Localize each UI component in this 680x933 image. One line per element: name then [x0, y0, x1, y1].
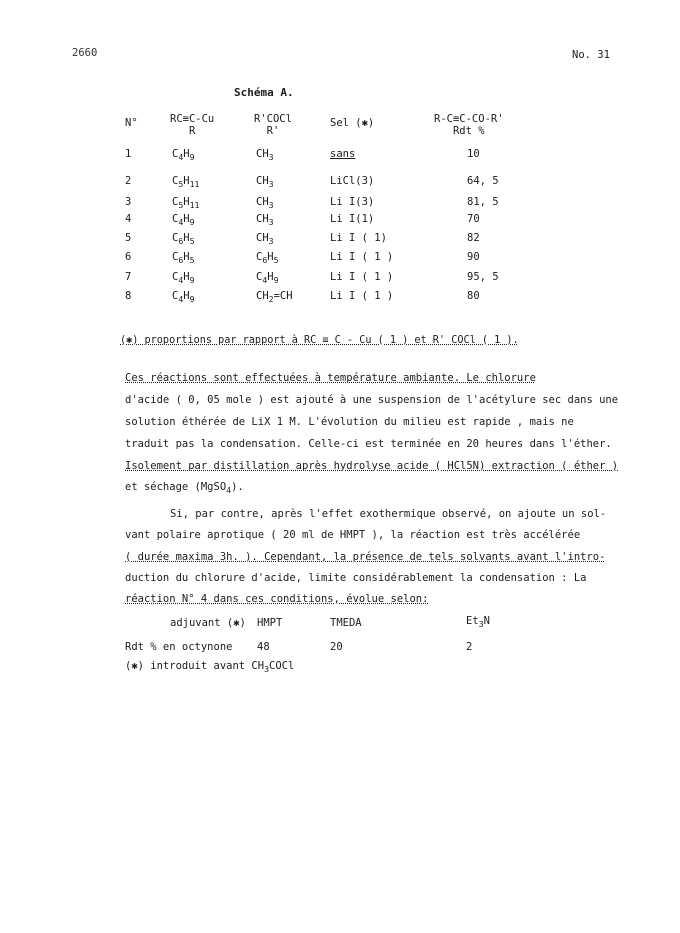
paragraph-line: Isolement par distillation après hydrolyse acide ( HCl5N) extraction ( éther ) [125, 460, 619, 472]
header-product [434, 113, 504, 137]
formula-part: C [256, 251, 263, 263]
adjuvant-et3n-tail: N [483, 615, 490, 627]
subscript: 4 [178, 216, 184, 227]
yield-tmeda: 20 [330, 641, 343, 653]
header-acetylide [170, 113, 214, 137]
row-r-group [172, 251, 195, 263]
subscript: 9 [273, 274, 279, 285]
row-number: 2 [125, 175, 132, 187]
formula-part: C [172, 213, 179, 225]
subscript: 9 [189, 293, 195, 304]
header-product-bottom: Rdt % [452, 125, 485, 137]
formula-part: H [267, 251, 274, 263]
row-rprime-group [256, 148, 274, 160]
formula-part: C [172, 148, 179, 160]
subscript: 3 [478, 618, 484, 629]
formula-part: H [183, 271, 190, 283]
row-rprime-group [256, 196, 274, 208]
header-no: N° [125, 117, 138, 129]
journal-issue: No. 31 [572, 49, 610, 61]
row-yield: 90 [467, 251, 480, 263]
formula-part: =CH [273, 290, 293, 302]
row-yield: 82 [467, 232, 480, 244]
formula-part: C [172, 175, 179, 187]
adjuvant-hmpt: HMPT [257, 617, 283, 629]
adjuvant-footnote-text: (✱) introduit avant CH [125, 660, 265, 672]
subscript: 4 [178, 274, 184, 285]
header-acetylide-bottom: R [188, 125, 196, 137]
row-r-group [172, 271, 195, 283]
paragraph-line: vant polaire aprotique ( 20 ml de HMPT ), la réaction est très accélérée [125, 529, 581, 541]
row-number: 1 [125, 148, 132, 160]
table-footnote: (✱) proportions par rapport à RC ≡ C - Cu ( 1 ) et R' COCl ( 1 ). [120, 335, 519, 346]
subscript: 5 [178, 178, 184, 189]
row-number: 7 [125, 271, 132, 283]
subscript: 3 [268, 199, 274, 210]
subscript: 2 [268, 293, 274, 304]
row-yield: 10 [467, 148, 480, 160]
formula-part: CH [256, 213, 269, 225]
subscript: 6 [178, 254, 184, 265]
paragraph-line: réaction N° 4 dans ces conditions, évolue selon: [125, 593, 429, 605]
formula-part: C [172, 290, 179, 302]
header-acid-chloride [254, 113, 292, 137]
page-number: 2660 [72, 47, 98, 59]
subscript: 3 [268, 216, 274, 227]
row-rprime-group [256, 251, 279, 263]
yield-et3n: 2 [466, 641, 473, 653]
row-number: 8 [125, 290, 132, 302]
formula-part: CH [256, 196, 269, 208]
adjuvant-tmeda: TMEDA [330, 617, 362, 629]
row-rprime-group [256, 271, 279, 283]
formula-part: H [267, 271, 274, 283]
paragraph-line: duction du chlorure d'acide, limite considérablement la condensation : La [125, 572, 587, 584]
formula-part: CH [256, 175, 269, 187]
adjuvant-et3n [466, 615, 490, 627]
formula-part: H [183, 196, 190, 208]
row-rprime-group [256, 175, 274, 187]
subscript: 11 [189, 199, 200, 210]
subscript: 5 [189, 235, 195, 246]
subscript: 5 [273, 254, 279, 265]
formula-part: CH [256, 148, 269, 160]
subscript: 6 [178, 235, 184, 246]
paragraph-line: d'acide ( 0, 05 mole ) est ajouté à une suspension de l'acétylure sec dans une [125, 394, 619, 406]
header-acid-chloride-top: R'COCl [254, 113, 292, 125]
adjuvant-et3n-base: Et [466, 615, 479, 627]
row-number: 5 [125, 232, 132, 244]
row-r-group [172, 232, 195, 244]
subscript: 3 [268, 151, 274, 162]
paragraph-text: ). [231, 481, 244, 493]
header-salt: Sel (✱) [330, 117, 375, 129]
subscript: 11 [189, 178, 200, 189]
row-number: 3 [125, 196, 132, 208]
row-r-group [172, 196, 199, 208]
row-salt: Li I(1) [330, 213, 375, 225]
adjuvant-footnote [125, 660, 294, 672]
subscript: 3 [268, 178, 274, 189]
paragraph-line: traduit pas la condensation. Celle-ci est terminée en 20 heures dans l'éther. [125, 438, 612, 450]
row-r-group [172, 290, 195, 302]
subscript: 4 [262, 274, 268, 285]
subscript: 4 [226, 484, 232, 495]
formula-part: C [172, 251, 179, 263]
row-r-group [172, 213, 195, 225]
subscript: 4 [178, 293, 184, 304]
formula-part: H [183, 213, 190, 225]
subscript: 3 [264, 663, 269, 674]
formula-part: H [183, 175, 190, 187]
row-rprime-group [256, 213, 274, 225]
yield-hmpt: 48 [257, 641, 270, 653]
subscript: 3 [268, 235, 274, 246]
header-acetylide-top: RC≡C-Cu [170, 113, 215, 125]
row-number: 6 [125, 251, 132, 263]
row-yield: 64, 5 [467, 175, 499, 187]
row-salt: Li I ( 1 ) [330, 251, 394, 263]
paragraph-line: ( durée maxima 3h. ). Cependant, la présence de tels solvants avant l'intro- [125, 551, 606, 563]
formula-part: C [172, 232, 179, 244]
paragraph-line: solution éthérée de LiX 1 M. L'évolution du milieu est rapide , mais ne [125, 416, 574, 428]
formula-part: H [183, 232, 190, 244]
row-yield: 81, 5 [467, 196, 499, 208]
row-salt: sans [330, 148, 356, 160]
subscript: 9 [189, 151, 195, 162]
paragraph-line: Ces réactions sont effectuées à température ambiante. Le chlorure [125, 372, 536, 384]
formula-part: C [256, 271, 263, 283]
subscript: 5 [178, 199, 184, 210]
row-r-group [172, 175, 199, 187]
paragraph-text: et séchage (MgSO [125, 481, 227, 493]
adjuvant-footnote-tail: COCl [269, 660, 295, 672]
header-product-top: R-C≡C-CO-R' [434, 113, 504, 125]
subscript: 5 [189, 254, 195, 265]
formula-part: CH [256, 232, 269, 244]
header-acid-chloride-bottom: R' [266, 125, 280, 137]
subscript: 6 [262, 254, 268, 265]
row-r-group [172, 148, 195, 160]
row-salt: Li I ( 1 ) [330, 290, 394, 302]
row-yield: 70 [467, 213, 480, 225]
formula-part: H [183, 290, 190, 302]
adjuvant-label: adjuvant (✱) [170, 617, 246, 629]
schema-title: Schéma A. [234, 86, 294, 99]
formula-part: C [172, 271, 179, 283]
row-yield: 80 [467, 290, 480, 302]
yield-label: Rdt % en octynone [125, 641, 233, 653]
subscript: 9 [189, 216, 195, 227]
row-rprime-group [256, 290, 293, 302]
formula-part: H [183, 148, 190, 160]
row-salt: LiCl(3) [330, 175, 375, 187]
paragraph-line: Si, par contre, après l'effet exothermique observé, on ajoute un sol- [170, 508, 607, 520]
formula-part: CH [256, 290, 269, 302]
row-number: 4 [125, 213, 132, 225]
row-yield: 95, 5 [467, 271, 499, 283]
formula-part: C [172, 196, 179, 208]
row-salt: Li I ( 1) [330, 232, 387, 244]
paragraph-line-last [125, 481, 565, 493]
formula-part: H [183, 251, 190, 263]
subscript: 4 [178, 151, 184, 162]
row-rprime-group [256, 232, 274, 244]
row-salt: Li I(3) [330, 196, 375, 208]
subscript: 9 [189, 274, 195, 285]
row-salt: Li I ( 1 ) [330, 271, 394, 283]
